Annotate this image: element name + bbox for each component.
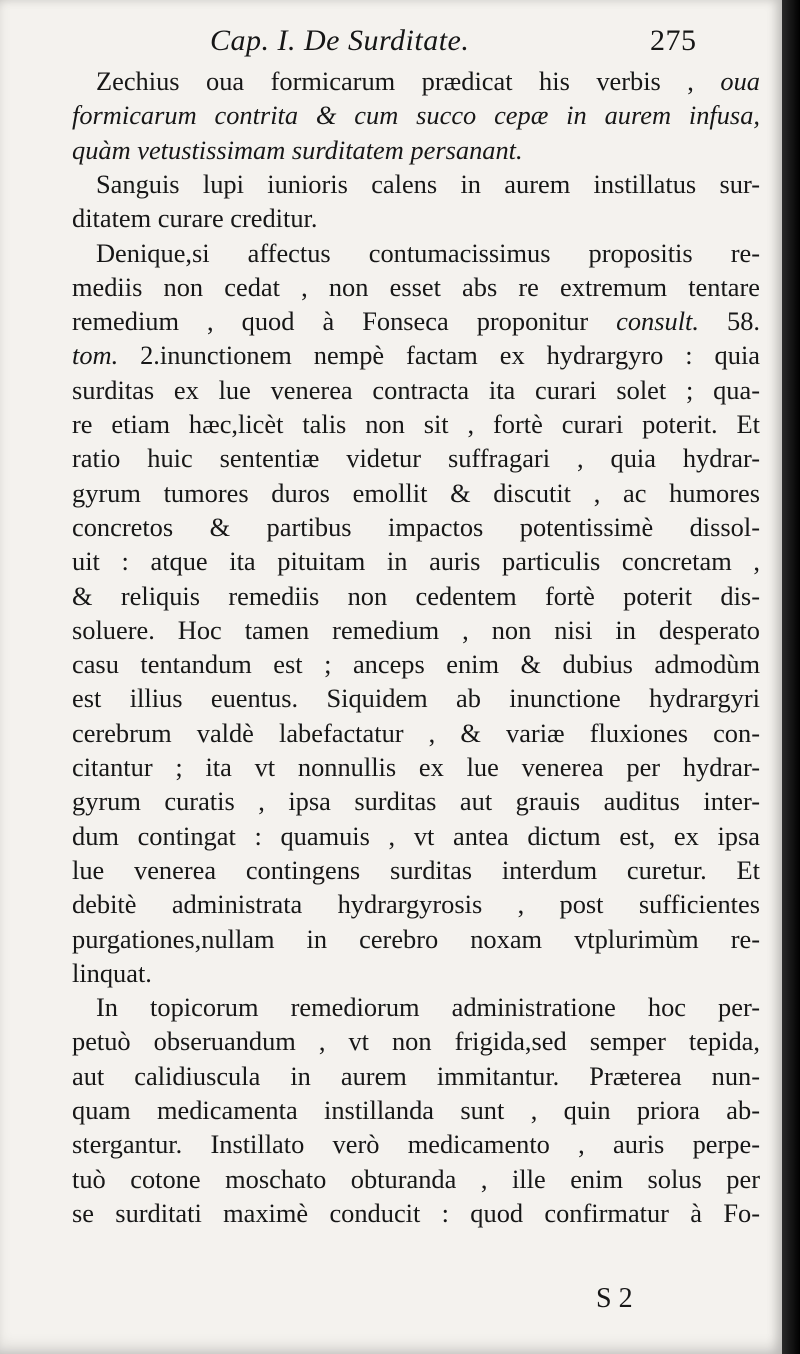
italic-text: oua xyxy=(720,66,760,96)
text-line xyxy=(72,922,760,956)
roman-text: purgationes,nullam in cerebro noxam vtplurimùm re- xyxy=(72,923,760,954)
roman-text: In topicorum remediorum administratione hoc per- xyxy=(96,992,760,1023)
text-line xyxy=(72,201,760,235)
text-line xyxy=(72,407,760,441)
text-line xyxy=(72,613,760,647)
roman-text: quam medicamenta instillanda sunt , quin priora ab- xyxy=(72,1095,760,1125)
roman-text: stergantur. Instillato verò medicamento , auris perpe- xyxy=(72,1129,760,1160)
roman-text: casu tentandum est ; anceps enim & dubius admodùm xyxy=(72,649,760,680)
roman-text: tuò cotone moschato obturanda , ille enim solus per xyxy=(72,1163,760,1194)
roman-text: se surditati maximè conducit : quod confirmatur à Fo- xyxy=(72,1197,760,1228)
text-line xyxy=(72,510,760,544)
text-line xyxy=(72,784,760,818)
text-line xyxy=(96,167,760,201)
signature-mark: S 2 xyxy=(596,1283,633,1314)
running-header xyxy=(210,24,770,64)
text-line xyxy=(72,270,760,304)
roman-text: surditas ex lue venerea contracta ita curari solet ; qua- xyxy=(72,374,760,405)
roman-text: petuò obseruandum , vt non frigida,sed semper tepida, xyxy=(72,1026,760,1057)
text-line xyxy=(72,956,760,990)
text-line xyxy=(72,1162,760,1196)
roman-text: uit : atque ita pituitam in auris particulis concretam , xyxy=(72,546,760,577)
roman-text: 58. xyxy=(698,306,760,337)
text-line xyxy=(72,819,760,853)
roman-text: linquat. xyxy=(72,957,152,988)
text-line xyxy=(72,1024,760,1058)
roman-text: Zechius oua formicarum prædicat his verbis , xyxy=(96,66,721,96)
roman-text: aut calidiuscula in aurem immitantur. Præterea nun- xyxy=(72,1060,760,1091)
roman-text: 2.inunctionem nempè factam ex hydrargyro : quia xyxy=(118,340,760,371)
italic-text: consult. xyxy=(616,306,699,337)
roman-text: concretos & partibus impactos potentissimè dissol- xyxy=(72,511,760,542)
roman-text: Sanguis lupi iunioris calens in aurem instillatus sur- xyxy=(96,168,760,199)
roman-text: ditatem curare creditur. xyxy=(72,203,318,234)
roman-text: lue venerea contingens surditas interdum curetur. Et xyxy=(72,854,760,885)
roman-text: ratio huic sententiæ videtur suffragari , quia hydrar- xyxy=(72,443,760,474)
chapter-title: Cap. I. De Surditate. xyxy=(210,24,470,57)
italic-text: tom. xyxy=(72,340,119,371)
italic-text: formicarum contrita & cum succo cepæ in aurem infusa, xyxy=(72,100,760,131)
text-line xyxy=(72,1059,760,1093)
roman-text: gyrum curatis , ipsa surditas aut grauis auditus inter- xyxy=(72,786,760,817)
text-line xyxy=(72,579,760,613)
roman-text: & reliquis remediis non cedentem fortè poterit dis- xyxy=(72,580,760,611)
text-line xyxy=(96,236,760,270)
text-line xyxy=(72,1196,760,1230)
text-line xyxy=(72,98,760,132)
text-line xyxy=(72,716,760,750)
roman-text: debitè administrata hydrargyrosis , post sufficientes xyxy=(72,889,760,920)
page-number: 275 xyxy=(650,24,697,57)
text-line xyxy=(96,990,760,1024)
text-line xyxy=(72,1127,760,1161)
text-line xyxy=(72,338,760,372)
italic-text: quàm vetustissimam surditatem persanant. xyxy=(72,134,523,165)
text-line xyxy=(72,441,760,475)
text-line xyxy=(72,1093,760,1127)
text-line xyxy=(72,750,760,784)
text-line xyxy=(72,544,760,578)
text-line xyxy=(72,853,760,887)
text-line xyxy=(72,681,760,715)
text-line xyxy=(72,476,760,510)
roman-text: cerebrum valdè labefactatur , & variæ fluxiones con- xyxy=(72,717,760,748)
roman-text: mediis non cedat , non esset abs re extremum tentare xyxy=(72,271,760,302)
text-line xyxy=(72,373,760,407)
text-line xyxy=(96,64,760,98)
roman-text: remedium , quod à Fonseca proponitur xyxy=(72,306,617,337)
text-line xyxy=(72,887,760,921)
page-edge-shadow xyxy=(782,0,800,1354)
roman-text: est illius euentus. Siquidem ab inunctione hydrargyri xyxy=(72,683,760,714)
roman-text: re etiam hæc,licèt talis non sit , fortè curari poterit. Et xyxy=(72,409,760,439)
text-line xyxy=(72,304,760,338)
text-line xyxy=(72,133,760,167)
roman-text: citantur ; ita vt nonnullis ex lue venerea per hydrar- xyxy=(72,752,760,782)
roman-text: soluere. Hoc tamen remedium , non nisi in desperato xyxy=(72,614,760,645)
roman-text: dum contingat : quamuis , vt antea dictum est, ex ipsa xyxy=(72,820,760,851)
text-line xyxy=(72,647,760,681)
roman-text: Denique,si affectus contumacissimus propositis re- xyxy=(96,237,760,268)
roman-text: gyrum tumores duros emollit & discutit , ac humores xyxy=(72,477,760,508)
